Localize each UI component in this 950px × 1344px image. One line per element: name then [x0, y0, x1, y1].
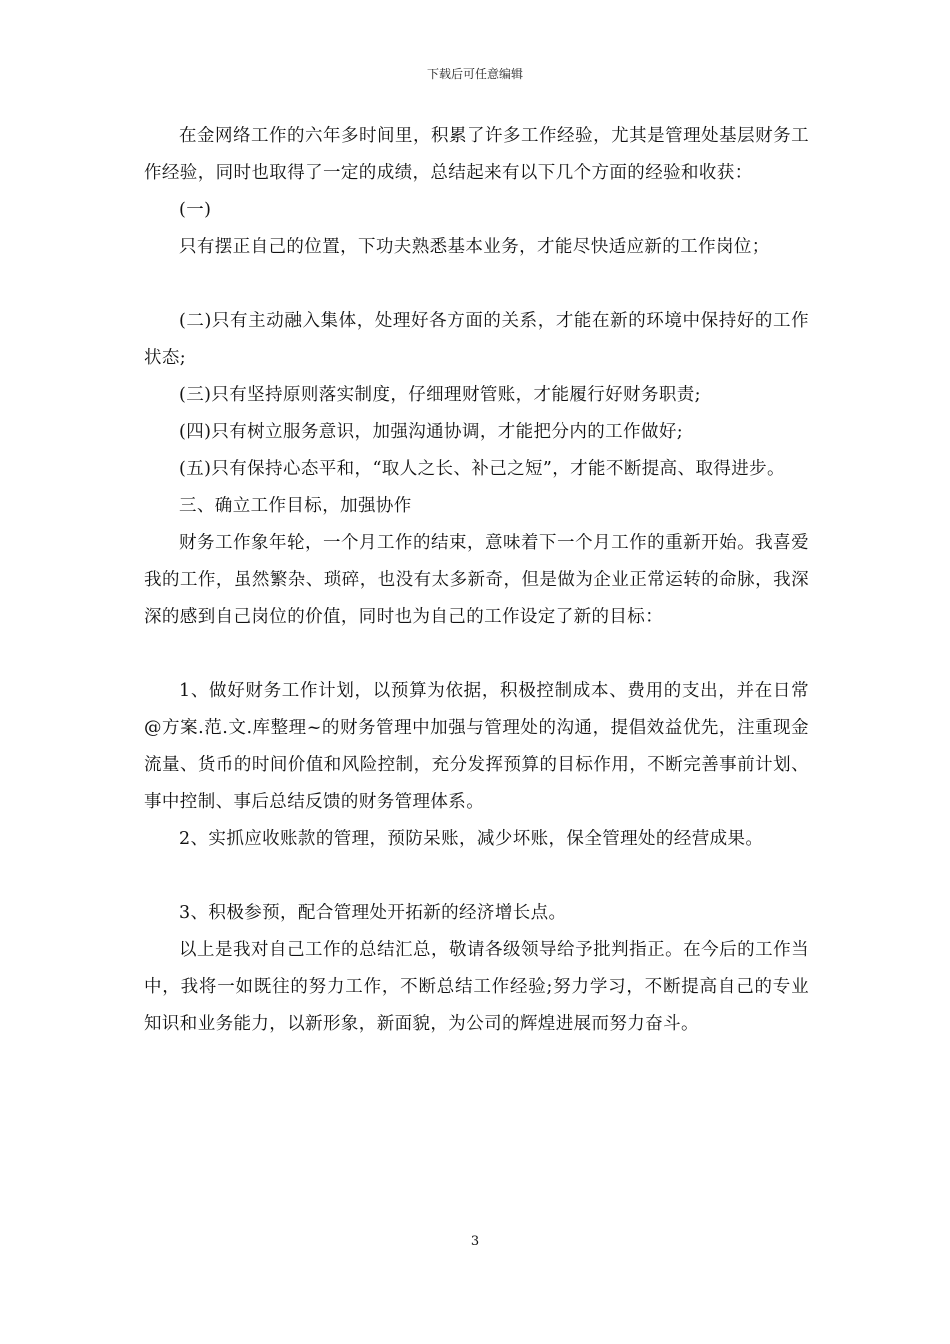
goal-item-1: 1、做好财务工作计划，以预算为依据，积极控制成本、费用的支出，并在日常@方案.范.文.库整理~的财务管理中加强与管理处的沟通，提倡效益优先，注重现金流量、货币的时间价值和风险控制，充分发挥预算的目标作用，不断完善事前计划、事中控制、事后总结反馈的财务管理体系。 [144, 681, 809, 812]
paragraph-item-1: 只有摆正自己的位置，下功夫熟悉基本业务，才能尽快适应新的工作岗位； [179, 237, 770, 257]
document-body [144, 118, 809, 1043]
section-heading: 三、确立工作目标，加强协作 [179, 496, 412, 516]
paragraph-item-3: (三)只有坚持原则落实制度，仔细理财管账，才能履行好财务职责; [179, 385, 701, 405]
page-number: 3 [470, 1234, 480, 1249]
blank-line [144, 636, 809, 673]
goal-item-3: 3、积极参预，配合管理处开拓新的经济增长点。 [179, 903, 567, 923]
blank-line [144, 266, 809, 303]
paragraph-goals: 财务工作象年轮，一个月工作的结束，意味着下一个月工作的重新开始。我喜爱我的工作，虽然繁杂、琐碎，也没有太多新奇，但是做为企业正常运转的命脉，我深深的感到自己岗位的价值，同时也为自己的工作设定了新的目标： [144, 533, 809, 627]
page-header: 下载后可任意编辑 [426, 67, 523, 81]
paragraph-item-2: (二)只有主动融入集体，处理好各方面的关系，才能在新的环境中保持好的工作状态; [144, 311, 809, 368]
paragraph-item-4: (四)只有树立服务意识，加强沟通协调，才能把分内的工作做好; [179, 422, 684, 442]
paragraph-item-5: (五)只有保持心态平和，“取人之长、补己之短”，才能不断提高、取得进步。 [179, 459, 785, 479]
blank-line [144, 858, 809, 895]
goal-item-2: 2、实抓应收账款的管理，预防呆账，减少坏账，保全管理处的经营成果。 [179, 829, 764, 849]
paragraph-conclusion: 以上是我对自己工作的总结汇总，敬请各级领导给予批判指正。在今后的工作当中，我将一如既往的努力工作，不断总结工作经验;努力学习，不断提高自己的专业知识和业务能力，以新形象，新面貌，为公司的辉煌进展而努力奋斗。 [144, 940, 809, 1034]
paragraph-item-1-label: (一) [179, 200, 212, 220]
paragraph-intro: 在金网络工作的六年多时间里，积累了许多工作经验，尤其是管理处基层财务工作经验，同时也取得了一定的成绩，总结起来有以下几个方面的经验和收获： [144, 126, 809, 183]
